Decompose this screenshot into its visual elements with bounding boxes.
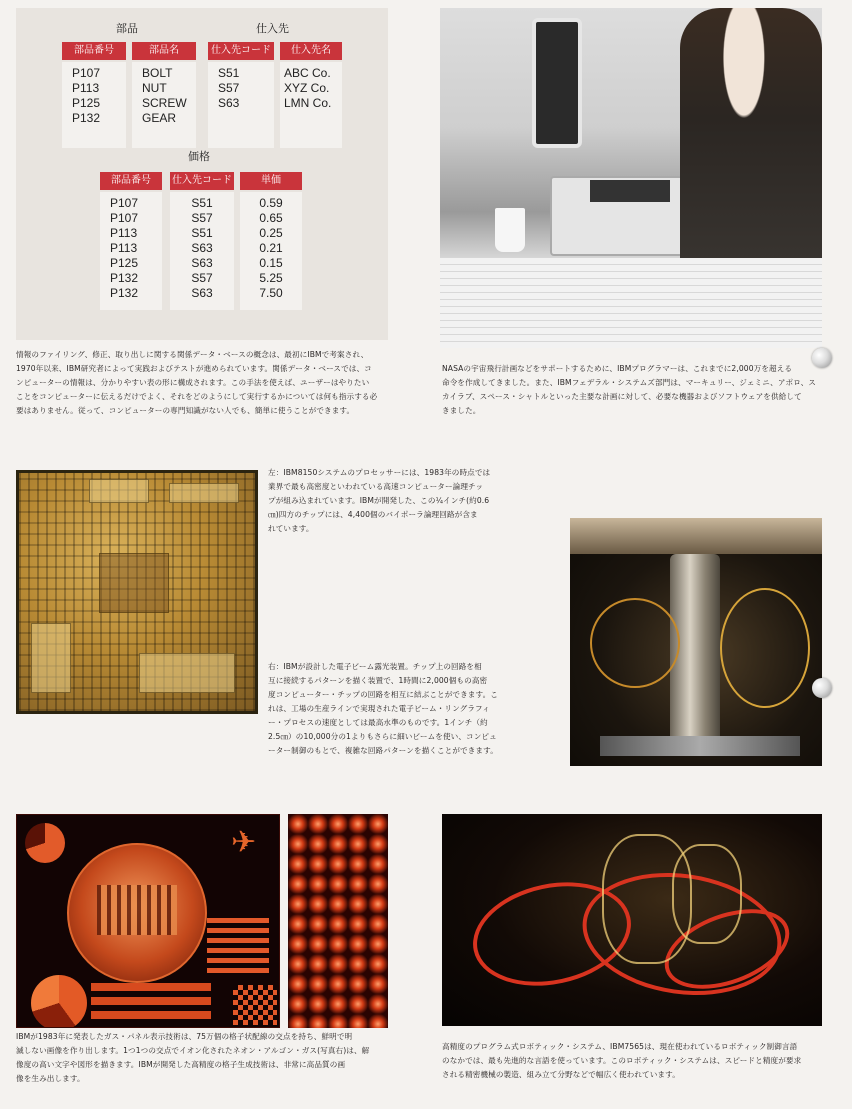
pie-chart-graphic [31, 975, 87, 1028]
caption-line: 2.5㎝）の10,000分の1よりもさらに細いビームを使い、コンピュ [268, 732, 497, 741]
column-values [170, 192, 234, 310]
cell: 5.25 [259, 271, 283, 285]
suppliers-table-title: 仕入先 [256, 22, 289, 35]
cell: S51 [191, 226, 213, 240]
column-header: 部品番号 [100, 172, 162, 190]
cell: P107 [110, 211, 139, 225]
column-header: 仕入先コード [208, 42, 274, 60]
bar-graphic [207, 913, 269, 973]
cell: P107 [110, 196, 139, 210]
robotic-system-photo [442, 814, 822, 1026]
cell: 0.25 [259, 226, 283, 240]
prices-table-title: 価格 [188, 150, 210, 163]
caption-line: 滅しない画像を作り出します。1つ1つの交点でイオン化されたネオン・アルゴン・ガス(写真右)は、解 [16, 1046, 370, 1055]
chip-block [169, 483, 239, 503]
column-header: 仕入先コード [170, 172, 234, 190]
display-bar [91, 997, 211, 1005]
caption-line: れは、工場の生産ラインで実現された電子ビーム・リングラフィ [268, 704, 490, 713]
parts-part-number-column [62, 42, 126, 148]
caption-line: 要はありません。従って、コンピューターの専門知識がない人でも、簡単に使うことができます。 [16, 406, 355, 415]
column-values [280, 62, 342, 148]
caption-line: 業界で最も高密度といわれている高速コンピューター論理チッ [268, 482, 484, 491]
gas-panel-caption [16, 1030, 414, 1086]
cell: P132 [72, 111, 101, 125]
caption-line: ンピューターの情報は、分かりやすい表の形に構成されます。この手法を使えば、ユーザーはやりたい [16, 378, 370, 387]
cell: 0.65 [259, 211, 283, 225]
caption-line: ー・プロセスの速度としては最高水準のものです。1インチ（約 [268, 718, 488, 727]
caption-line: 高精度のプログラム式ロボティック・システム、IBM7565は、現在使われているロボティック制御言語 [442, 1042, 798, 1051]
equipment-base [600, 736, 800, 756]
programmer-photo [440, 8, 822, 348]
caption-line: IBMが1983年に発表したガス・パネル表示技術は、75万個の格子状配線の交点を持ち、鮮明で明 [16, 1032, 353, 1041]
cell: 0.15 [259, 256, 283, 270]
checker-pattern [233, 985, 277, 1025]
pie-chart-graphic [25, 823, 65, 863]
cable [720, 588, 810, 708]
ionized-gas-photo [288, 814, 388, 1028]
cell: S63 [191, 256, 213, 270]
column-header: 仕入先名 [280, 42, 342, 60]
chip-block [139, 653, 235, 693]
cell: S51 [191, 196, 213, 210]
caption-line: 命令を作成してきました。また、IBMフェデラル・システムズ部門は、マーキュリー、ジェミニ、アポロ、ス [442, 378, 817, 387]
caption-line: 像度の高い文字や図形を描きます。IBMが開発した高精度の格子生成技術は、非常に高品質の画 [16, 1060, 346, 1069]
robotic-caption [442, 1040, 832, 1082]
cell: XYZ Co. [284, 81, 330, 95]
keyboard [590, 180, 670, 202]
house-image [97, 885, 177, 935]
column-values [62, 62, 126, 148]
caption-line: 互に接続するパターンを描く装置で、1時間に2,000個もの高密 [268, 676, 488, 685]
cell: BOLT [142, 66, 173, 80]
database-caption [16, 348, 420, 418]
cell: S57 [191, 271, 213, 285]
caption-line: 左：IBM8150システムのプロセッサーには、1983年の時点では [268, 468, 491, 477]
caption-line: される精密機械の製造、組み立て分野などで幅広く使われています。 [442, 1070, 680, 1079]
cell: P132 [110, 286, 139, 300]
column-values [132, 62, 196, 148]
cell: P125 [110, 256, 139, 270]
caption-line: 像を生み出します。 [16, 1074, 85, 1083]
cell: P113 [72, 81, 100, 95]
cell: 0.21 [259, 241, 283, 255]
chip-block [89, 479, 149, 503]
cell: ABC Co. [284, 66, 331, 80]
gas-panel-display-photo [16, 814, 280, 1028]
cable [590, 598, 680, 688]
cell: GEAR [142, 111, 177, 125]
caption-line: 右：IBMが設計した電子ビーム露光装置。チップ上の回路を相 [268, 662, 482, 671]
caption-line: 度コンピューター・チップの回路を相互に結ぶことができます。こ [268, 690, 498, 699]
cell: 7.50 [259, 286, 283, 300]
column-values [240, 192, 302, 310]
cell: S63 [191, 241, 213, 255]
cell: NUT [142, 81, 167, 95]
column-values [208, 62, 274, 148]
cell: S63 [218, 96, 240, 110]
chip-block [31, 623, 71, 693]
column-header: 部品番号 [62, 42, 126, 60]
caption-line: ㎝)四方のチップには、4,400個のバイポーラ論理回路が含ま [268, 510, 478, 519]
caption-line: NASAの宇宙飛行計画などをサポートするために、IBMプログラマーは、これまでに2,000万を超える [442, 364, 793, 373]
cell: S57 [191, 211, 213, 225]
cell: P113 [110, 241, 138, 255]
prices-part-number-column [100, 172, 162, 310]
caption-line: 1970年以来、IBM研究者によって実践およびテストが進められています。関係データ・ベースでは、コ [16, 364, 372, 373]
airplane-icon: ✈ [231, 825, 257, 860]
suppliers-name-column [280, 42, 342, 148]
cell: P113 [110, 226, 138, 240]
parts-part-name-column [132, 42, 196, 148]
binder-hole [812, 678, 832, 698]
chip-block [99, 553, 169, 613]
paper-cup [495, 208, 525, 252]
cell: S63 [191, 286, 213, 300]
cell: S51 [218, 66, 240, 80]
ceiling [570, 518, 822, 554]
crt-monitor [532, 18, 582, 148]
cell: P132 [110, 271, 139, 285]
caption-line: ことをコンピューターに伝えるだけでよく、それをどのようにして実行するかについては何も指示する必 [16, 392, 378, 401]
ebeam-caption [268, 660, 564, 758]
relational-tables-figure [16, 8, 388, 340]
column-header: 部品名 [132, 42, 196, 60]
cell: 0.59 [259, 196, 283, 210]
programmer-figure [680, 8, 822, 283]
caption-line: プが組み込まれています。IBMが開発した、この¼インチ(約0.6 [268, 496, 490, 505]
robot-arm-glow [672, 844, 742, 944]
caption-line: カイラブ、スペース・シャトルといった主要な計画に対して、必要な機器およびソフトウェアを供給して [442, 392, 802, 401]
cell: P107 [72, 66, 101, 80]
caption-line: れています。 [268, 524, 314, 533]
caption-line: ーター制御のもとで、複雑な回路パターンを描くことができます。 [268, 746, 498, 755]
column-values [100, 192, 162, 310]
nasa-caption [442, 362, 822, 418]
cell: S57 [218, 81, 240, 95]
display-bar [91, 1011, 211, 1019]
cell: P125 [72, 96, 101, 110]
display-bar [91, 983, 211, 991]
cell: LMN Co. [284, 96, 332, 110]
caption-line: 情報のファイリング、修正、取り出しに関する関係データ・ベースの概念は、最初にIBMで考案され、 [16, 350, 369, 359]
electron-beam-system-photo [570, 518, 822, 766]
printout-sheet [440, 258, 822, 348]
prices-supplier-code-column [170, 172, 234, 310]
suppliers-code-column [208, 42, 274, 148]
logic-chip-photo [16, 470, 258, 714]
column-header: 単価 [240, 172, 302, 190]
prices-unit-price-column [240, 172, 302, 310]
parts-table-title: 部品 [116, 22, 138, 35]
caption-line: きました。 [442, 406, 481, 415]
caption-line: のなかでは、最も先進的な言語を使っています。このロボティック・システムは、スピードと精度が要求 [442, 1056, 802, 1065]
cell: SCREW [142, 96, 187, 110]
processor-caption [268, 466, 540, 536]
